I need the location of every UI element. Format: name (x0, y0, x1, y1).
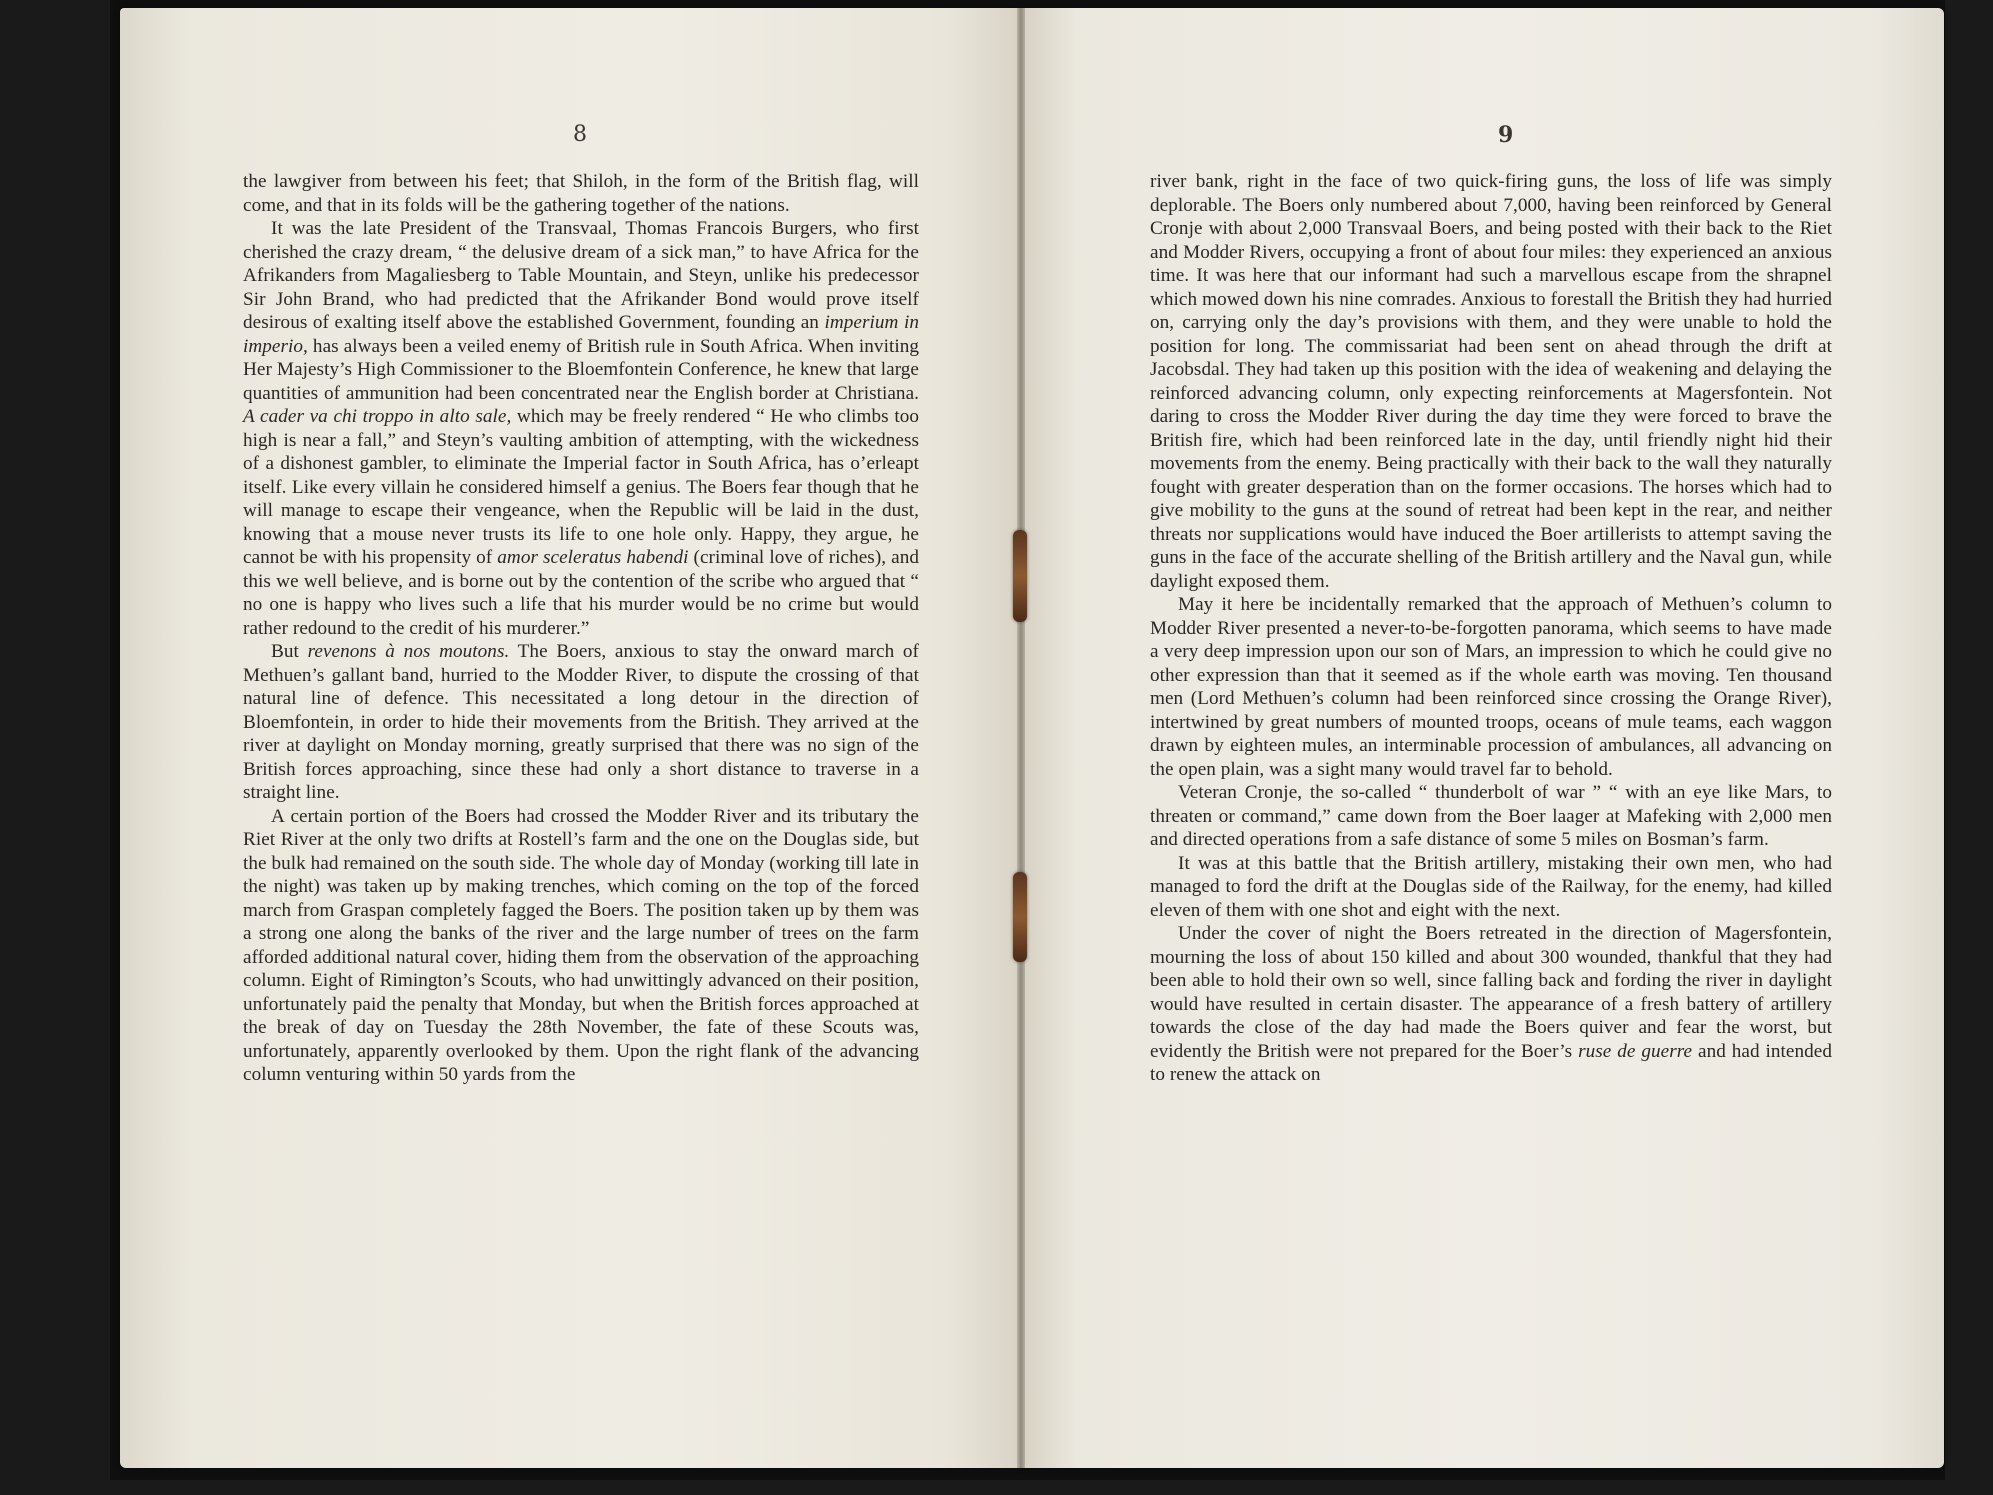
staple-bottom (1013, 872, 1027, 962)
text-run: which may be freely rendered “ He who climbs too high is near a fall,” and Steyn’s vaulting ambition of attempting, with the wickedness of a dishonest gambler, to eliminate the Imperial factor in South Africa, has o’erleapt itself. Like every villain he considered himself a genius. The Boers fear though that he will manage to escape their vengeance, when the Republic will be laid in the dust, knowing that a mouse never trusts its life to one hole only. Happy, they argue, he cannot be with his propensity of (243, 406, 919, 568)
staple-top (1013, 530, 1027, 622)
text-run: the lawgiver from between his feet; that Shiloh, in the form of the British flag, will come, and that in its folds will be the gathering together of the nations. (243, 171, 919, 216)
paragraph (1150, 922, 1832, 1087)
paragraph (243, 640, 919, 805)
text-run: It was at this battle that the British artillery, mistaking their own men, who had managed to ford the drift at the Douglas side of the Railway, for the enemy, had killed eleven of them with one shot and eight with the next. (1150, 852, 1832, 921)
right-page-text-column (1150, 170, 1832, 1087)
italic-phrase: A cader va chi troppo in alto sale, (243, 406, 512, 427)
text-run: But (271, 641, 308, 662)
text-run: May it here be incidentally remarked that the approach of Methuen’s column to Modder River presented a never-to-be-forgotten panorama, which seems to have made a very deep impression upon our son of Mars, an impression to which he could give no other expression than that it seemed as if the whole earth was moving. Ten thousand men (Lord Methuen’s column had been reinforced since crossing the Orange River), intertwined by great numbers of mounted troops, oceans of mule teams, each waggon drawn by eighteen mules, an interminable procession of ambulances, all advancing on the open plain, was a sight many would travel far to behold. (1150, 594, 1832, 780)
text-run: (criminal love of riches), and this we well believe, and is borne out by the contention of the scribe who argued that “ no one is happy who lives such a life that his murder would be no crime but would rather redound to the credit of his murderer.” (243, 547, 919, 639)
text-run: It was the late President of the Transvaal, Thomas Francois Burgers, who first cherished the crazy dream, “ the delusive dream of a sick man,” to have Africa for the Afrikanders from Magaliesberg to Table Mountain, and Steyn, unlike his predecessor Sir John Brand, who had predicted that the Afrikander Bond would prove itself desirous of exalting itself above the established Government, founding an (243, 218, 919, 333)
paragraph (1150, 170, 1832, 593)
paragraph (243, 805, 919, 1087)
italic-phrase: imperium in imperio, (243, 312, 919, 357)
paragraph (243, 217, 919, 640)
paragraph (1150, 852, 1832, 923)
text-run: has always been a veiled enemy of British rule in South Africa. When inviting Her Majesty’s High Commissioner to the Bloemfontein Conference, he knew that large quantities of ammunition had been concentrated near the English border at Christiana. (243, 335, 919, 404)
text-run: river bank, right in the face of two quick-firing guns, the loss of life was simply deplorable. The Boers only numbered about 7,000, having been reinforced by General Cronje with about 2,000 Transvaal Boers, and being posted with their back to the Riet and Modder Rivers, occupying a front of about four miles: they experienced an anxious time. It was here that our informant had such a marvellous escape from the shrapnel which mowed down his nine comrades. Anxious to forestall the British they had hurried on, carrying only the day’s provisions with them, and they were unable to hold the position for long. The commissariat had been sent on ahead through the drift at Jacobsdal. They had taken up this position with the idea of weakening and delaying the reinforced advancing column, only expecting reinforcements at Magersfontein. Not daring to cross the Modder River during the day time they were forced to brave the British fire, which had been reinforced late in the day, until friendly night hid their movements from the enemy. Being practically with their back to the wall they naturally fought with greater desperation than on the former occasions. The horses which had to give mobility to the guns at the sound of retreat had been kept in the rear, and neither threats nor supplications would have induced the Boer artillerists to attempt saving the guns in the face of the accurate shelling of the British artillery and the Naval gun, while daylight exposed them. (1150, 171, 1832, 592)
italic-phrase: amor sceleratus habendi (497, 547, 689, 568)
text-run: Veteran Cronje, the so-called “ thunderbolt of war ” “ with an eye like Mars, to threaten or command,” came down from the Boer laager at Mafeking with 2,000 men and directed operations from a safe distance of some 5 miles on Bosman’s farm. (1150, 782, 1832, 850)
paragraph (1150, 593, 1832, 781)
left-page-text-column (243, 170, 919, 1087)
italic-phrase: ruse de guerre (1578, 1040, 1693, 1062)
paragraph (243, 170, 919, 217)
text-run: A certain portion of the Boers had crossed the Modder River and its tributary the Riet River at the only two drifts at Rostell’s farm and the one on the Douglas side, but the bulk had remained on the south side. The whole day of Monday (working till late in the night) was taken up by making trenches, which coming on the top of the forced march from Graspan completely fagged the Boers. The position taken up by them was a strong one along the banks of the river and the large number of trees on the farm afforded additional natural cover, hiding them from the observation of the approaching column. Eight of Rimington’s Scouts, who had unwittingly advanced on their position, unfortunately paid the penalty that Monday, but when the British forces approached at the break of day on Tuesday the 28th November, the fate of these Scouts was, unfortunately, apparently overlooked by them. Upon the right flank of the advancing column venturing within 50 yards from the (243, 805, 919, 1085)
paragraph (1150, 781, 1832, 852)
book-gutter (1017, 8, 1025, 1468)
text-run: Under the cover of night the Boers retreated in the direction of Magersfontein, mourning the loss of about 150 killed and about 300 wounded, thankful that they had been able to hold their own so well, since falling back and fording the river in daylight would have resulted in certain disaster. The appearance of a fresh battery of artillery towards the close of the day had made the Boers quiver and fear the worst, but evidently the British were not prepared for the Boer’s (1150, 923, 1832, 1062)
left-page-number: 8 (573, 122, 587, 147)
text-run: The Boers, anxious to stay the onward march of Methuen’s gallant band, hurried to the Modder River, to dispute the crossing of that natural line of defence. This necessitated a long detour in the direction of Bloemfontein, in order to hide their movements from the British. They arrived at the river at daylight on Monday morning, greatly surprised that there was no sign of the British forces approaching, since these had only a short distance to traverse in a straight line. (243, 641, 919, 803)
italic-phrase: revenons à nos moutons. (307, 641, 510, 662)
text-run: and had intended to renew the attack on (1150, 1040, 1832, 1085)
right-page-number: 9 (1498, 122, 1514, 148)
